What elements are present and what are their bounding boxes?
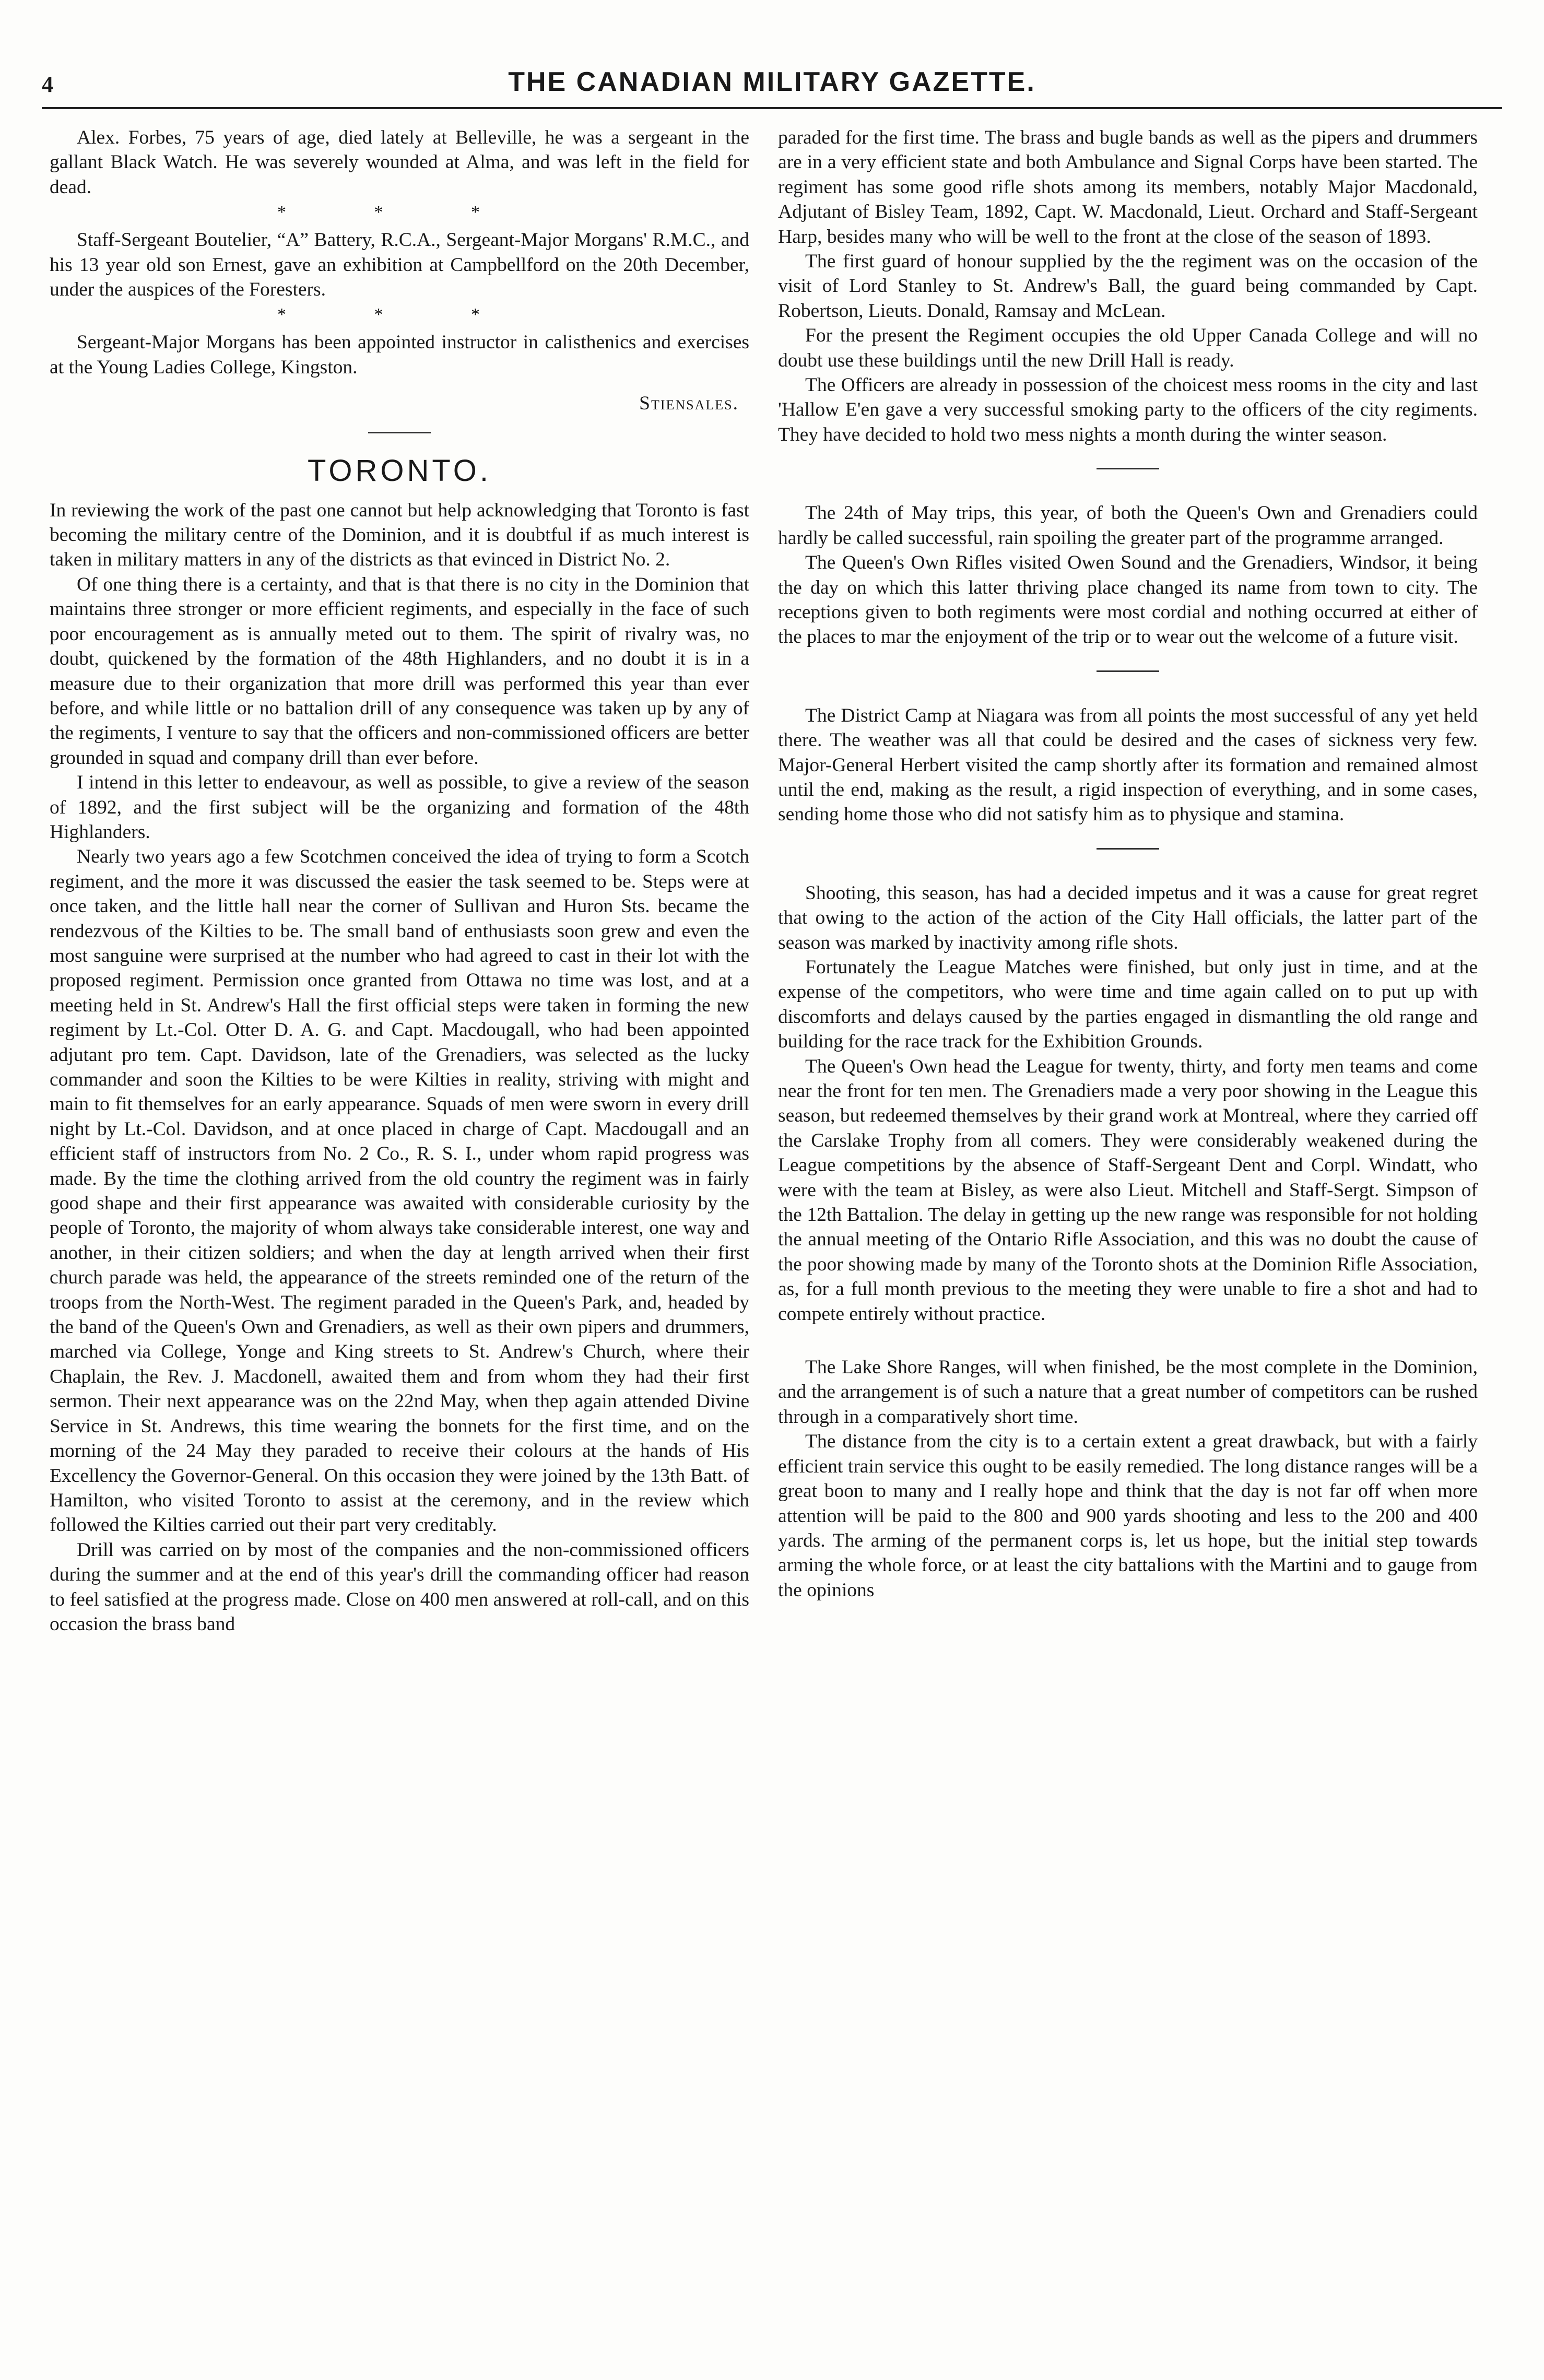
article-paragraph: In reviewing the work of the past one cannot but help acknowledging that Toronto is fast becoming the military centre of the Dominion, and it is doubtful if as much interest is taken in military matters in any of the districts as that evinced in District No. 2. [50, 499, 749, 571]
article-paragraph: The Lake Shore Ranges, will when finished, be the most complete in the Dominion, and the arrangement is of such a nature that a great number of competitors can be rushed through in a comparatively short time. [778, 1357, 1478, 1428]
divider-rule [1097, 468, 1159, 469]
section-title-toronto: TORONTO. [308, 453, 491, 488]
article-paragraph: The first guard of honour supplied by the the regiment was on the occasion of the visit of Lord Stanley to St. Andrew's Ball, the guard being commanded by Capt. Robertson, Lieuts. Donald, Ramsay and McLean. [778, 251, 1478, 322]
news-note: Staff-Sergeant Boutelier, “A” Battery, R.C.A., Sergeant-Major Morgans' R.M.C., and his 13 year old son Ernest, gave an exhibition at Campbellford on the 20th December, under the auspices of the Foresters. [50, 229, 749, 301]
article-paragraph: Nearly two years ago a few Scotchmen conceived the idea of trying to form a Scotch regiment, and the more it was discussed the easier the task seemed to be. Steps were at once taken, and the little hall near the corner of Sullivan and Huron Sts. became the rendezvous of the Kilties to be. The small band of enthusiasts soon grew and even the most sanguine were surprised at the number who had agreed to cast in their lot with the proposed regiment. Permission once granted from Ottawa no time was lost, and at a meeting held in St. Andrew's Hall the first official steps were taken in forming the new regiment by Lt.-Col. Otter D. A. G. and Capt. Macdougall, who had been appointed adjutant pro tem. Capt. Davidson, late of the Grenadiers, was selected as the lucky commander and soon the Kilties to be were Kilties in reality, striving with might and main to fit themselves for an early appearance. Squads of men were sworn in every drill night by Lt.-Col. Davidson, and at once placed in charge of Capt. Macdougall and an efficient staff of instructors from No. 2 Co., R. S. I., under whom rapid progress was made. By the time the clothing arrived from the old country the regiment was in fairly good shape and their first appearance was awaited with considerable curiosity by the people of Toronto, the majority of whom always take considerable interest, one way and another, in their citizen soldiers; and when the day at length arrived when their first church parade was held, the appearance of the streets reminded one of the return of the troops from the North-West. The regiment paraded in the Queen's Park, and, headed by the band of the Queen's Own and Grenadiers, as well as their own pipers and drummers, marched via College, Yonge and King streets to St. Andrew's Church, where their Chaplain, the Rev. J. Macdonell, awaited them and from whom they had their first sermon. Their next appearance was on the 22nd May, when thep again attended Divine Service in St. Andrews, this time wearing the bonnets for the first time, and on the morning of the 24 May they paraded to receive their colours at the hands of His Excellency the Governor-General. On this occasion they were joined by the 13th Batt. of Hamilton, who visited Toronto to assist at the ceremony, and in the review which followed the Kilties carried out their part very creditably. [50, 846, 749, 1536]
article-paragraph: Drill was carried on by most of the companies and the non-commissioned officers during the summer and at the end of this year's drill the commanding officer had reason to feel satisfied at the progress made. Close on 400 men answered at roll-call, and on this occasion the brass band [50, 1539, 749, 1635]
article-paragraph: The District Camp at Niagara was from all points the most successful of any yet held there. The weather was all that could be desired and the cases of sickness very few. Major-General Herbert visited the camp shortly after its formation and remained almost until the end, making as the result, a rigid inspection of everything, and in some cases, sending home those who did not satisfy him as to physique and stamina. [778, 704, 1478, 826]
page-header [42, 50, 1502, 109]
left-column [50, 125, 749, 2339]
article-paragraph: Fortunately the League Matches were finished, but only just in time, and at the expense of the competitors, who were time and time again called on to put up with discomforts and delays caused by the parties engaged in dismantling the old range and building for the race track for the Exhibition Grounds. [778, 956, 1478, 1053]
article-paragraph: paraded for the first time. The brass and bugle bands as well as the pipers and drummers are in a very efficient state and both Ambulance and Signal Corps have been started. The regiment has some good rifle shots among its members, notably Major Macdonald, Adjutant of Bisley Team, 1892, Capt. W. Macdonald, Lieut. Orchard and Staff-Sergeant Harp, besides many who will be well to the front at the close of the season of 1893. [778, 127, 1478, 248]
article-paragraph: Shooting, this season, has had a decided impetus and it was a cause for great regret that owing to the action of the action of the City Hall officials, the latter part of the season was marked by inactivity among rifle shots. [778, 882, 1478, 953]
right-column [778, 125, 1478, 2339]
section-separator-stars: * * * [277, 203, 522, 222]
article-paragraph: The 24th of May trips, this year, of both the Queen's Own and Grenadiers could hardly be called successful, rain spoiling the greater part of the programme arranged. [778, 502, 1478, 549]
section-separator-stars: * * * [277, 305, 522, 325]
divider-rule [1097, 848, 1159, 850]
page-number: 4 [42, 72, 53, 97]
divider-rule [368, 432, 431, 433]
article-paragraph: Of one thing there is a certainty, and that is that there is no city in the Dominion that maintains three stronger or more efficient regiments, and especially in the face of such poor encouragement as is annually meted out to them. The spirit of rivalry was, no doubt, quickened by the formation of the 48th Highlanders, and no doubt it is in a measure due to their organization that more drill was performed this year than ever before, and while little or no battalion drill of any consequence was taken up by any of the regiments, I venture to say that the officers and non-commissioned officers are better grounded in squad and company drill than ever before. [50, 573, 749, 769]
article-paragraph: For the present the Regiment occupies the old Upper Canada College and will no doubt use these buildings until the new Drill Hall is ready. [778, 325, 1478, 371]
news-note: Sergeant-Major Morgans has been appointed instructor in calisthenics and exercises at the Young Ladies College, Kingston. [50, 332, 749, 378]
paragraph-gap [778, 1326, 1478, 1355]
article-paragraph: The Queen's Own head the League for twenty, thirty, and forty men teams and come near the front for ten men. The Grenadiers made a very poor showing in the League this season, but redeemed themselves by their grand work at Montreal, where they carried off the Carslake Trophy from all comers. They were considerably weakened during the League competitions by the absence of Staff-Sergeant Dent and Corpl. Windatt, who were with the team at Bisley, as were also Lieut. Mitchell and Staff-Sergt. Simpson of the 12th Battalion. The delay in getting up the new range was responsible for not holding the annual meeting of the Ontario Rifle Association, and this was no doubt the cause of the poor showing made by many of the Toronto shots at the Dominion Rifle Association, as, for a full month previous to the meeting they were unable to fire a shot and had to compete entirely without practice. [778, 1055, 1478, 1325]
article-paragraph: The Queen's Own Rifles visited Owen Sound and the Grenadiers, Windsor, it being the day on which this latter thriving place changed its name from town to city. The receptions given to both regiments were most cordial and nothing occurred at either of the places to mar the enjoyment of the trip or to wear out the welcome of a future visit. [778, 552, 1478, 648]
divider-rule [1097, 670, 1159, 672]
correspondent-signature: Stiensales. [639, 393, 739, 415]
article-paragraph: I intend in this letter to endeavour, as well as possible, to give a review of the season of 1892, and the first subject will be the organizing and formation of the 48th Highlanders. [50, 772, 749, 843]
article-paragraph: The distance from the city is to a certain extent a great drawback, but with a fairly efficient train service this ought to be easily remedied. The long distance ranges will be a great boon to many and I really hope and think that the day is not far off when more attention will be paid to the 800 and 900 yards shooting and less to the 200 and 400 yards. The arming of the permanent corps is, let us hope, but the initial step towards arming the whole force, or at least the city battalions with the Martini and to gauge from the opinions [778, 1431, 1478, 1601]
article-paragraph: The Officers are already in possession of the choicest mess rooms in the city and last 'Hallow E'en gave a very successful smoking party to the officers of the city regiments. They have decided to hold two mess nights a month during the winter season. [778, 374, 1478, 445]
masthead-title: THE CANADIAN MILITARY GAZETTE. [508, 67, 1036, 97]
news-note: Alex. Forbes, 75 years of age, died lately at Belleville, he was a sergeant in the gallant Black Watch. He was severely wounded at Alma, and was left in the field for dead. [50, 127, 749, 198]
